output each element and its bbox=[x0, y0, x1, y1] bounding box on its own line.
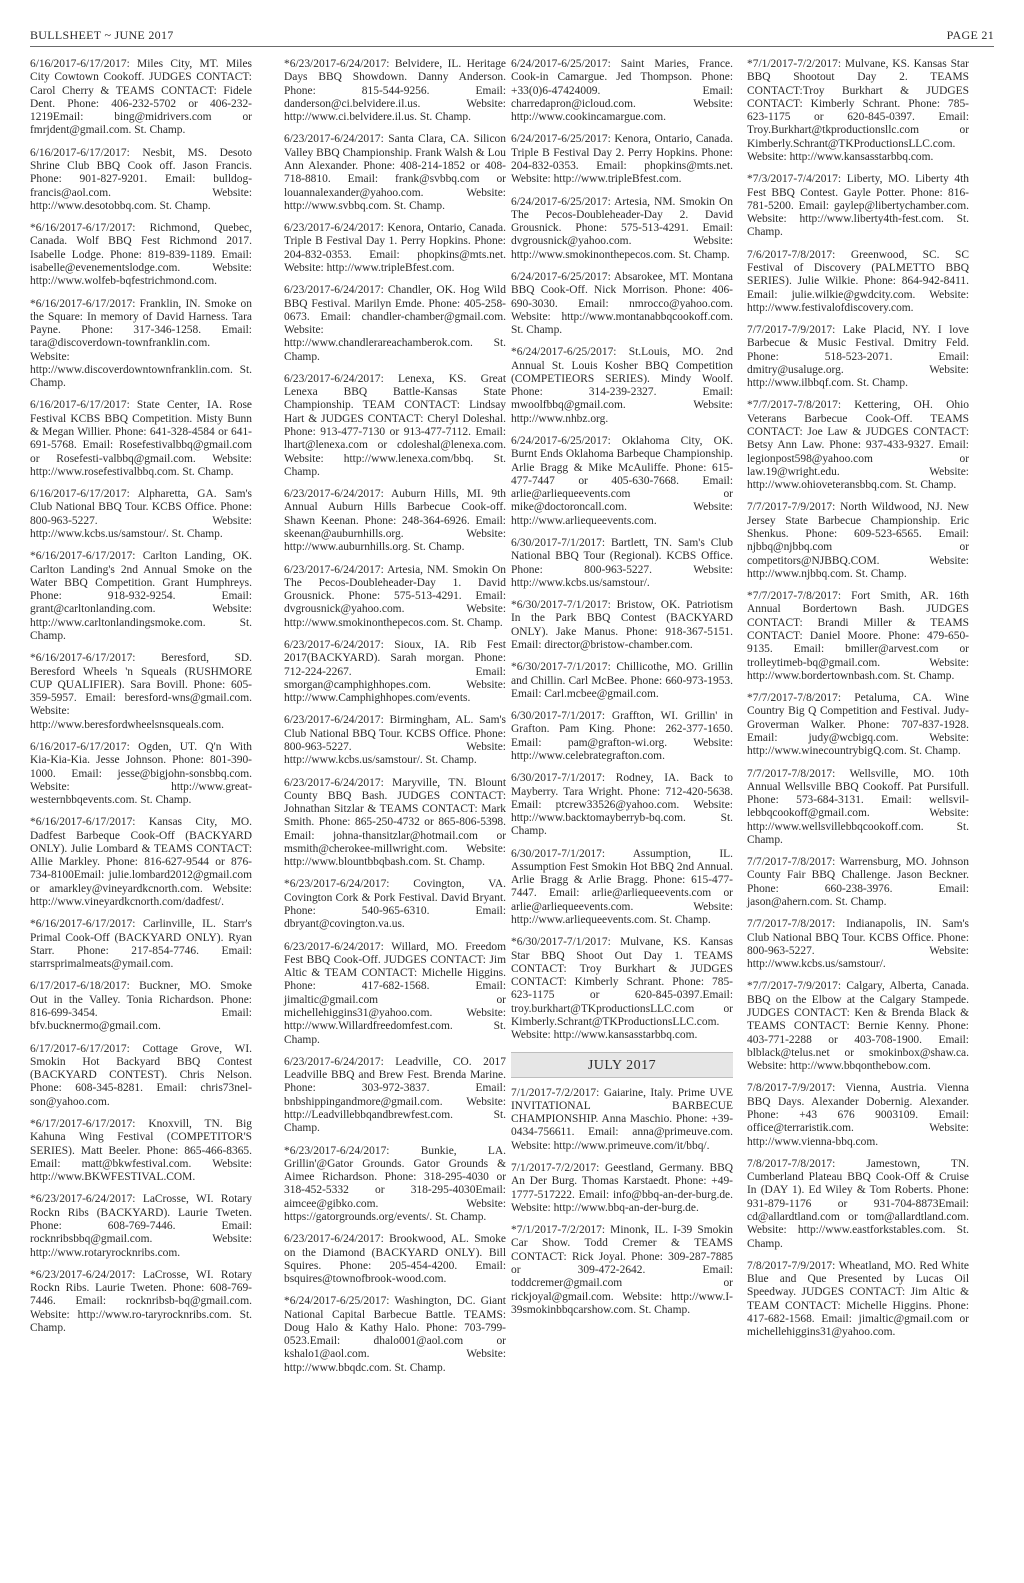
section-heading-july: JULY 2017 bbox=[511, 1052, 733, 1078]
event-listing: 7/7/2017-7/9/2017: North Wildwood, NJ. New Jersey State Barbecue Championship. Eric Shenkus. Phone: 609-523-6565. Email: njbbq@njbbq.com or competitors@NJBBQ.COM. Website: http://www.njbbq.com. St. Champ. bbox=[747, 501, 969, 580]
event-listing: *6/16/2017-6/17/2017: Carlton Landing, OK. Carlton Landing's 2nd Annual Smoke on the Water BBQ Competition. Grant Humphreys. Phone: 918-932-9254. Email: grant@carltonlanding.com. Website: http://www.carltonlandingsmoke.com. St. Champ. bbox=[30, 550, 252, 642]
event-listing: 6/24/2017-6/25/2017: Saint Maries, France. Cook-in Camargue. Jed Thompson. Phone: +33(0)6-47424009. Email: charredapron@icloud.com. Website: http://www.cookincamargue.com. bbox=[511, 58, 733, 124]
event-listing: *6/23/2017-6/24/2017: LaCrosse, WI. Rotary Rockn Ribs. Laurie Tweten. Phone: 608-769-7446. Email: rocknribsb-bq@gmail.com. Website: http://www.ro-taryrocknribs.com. St. Champ. bbox=[30, 1268, 252, 1334]
event-listing: *6/16/2017-6/17/2017: Carlinville, IL. Starr's Primal Cook-Off (BACKYARD ONLY). Ryan Starr. Phone: 217-854-7746. Email: starrsprimalmeats@ymail.com. bbox=[30, 918, 252, 971]
column-2 bbox=[284, 58, 506, 1384]
event-listing: 6/23/2017-6/24/2017: Birmingham, AL. Sam's Club National BBQ Tour. KCBS Office. Phone: 800-963-5227. Website: http://www.kcbs.us/samstour/. St. Champ. bbox=[284, 714, 506, 767]
event-listing: *6/16/2017-6/17/2017: Franklin, IN. Smoke on the Square: In memory of David Harness. Tara Payne. Phone: 317-346-1258. Email: tara@discoverdown-townfranklin.com. Website: http://www.discoverdowntownfranklin.com. St. Champ. bbox=[30, 297, 252, 390]
event-listing: *7/1/2017-7/2/2017: Mulvane, KS. Kansas Star BBQ Shootout Day 2. TEAMS CONTACT:Troy Burkhart & JUDGES CONTACT: Kimberly Schrant. Phone: 785-623-1175 or 620-845-0397. Email: Troy.Burkhart@tkproductionsllc.com or Kimberly.Schrant@TKProductionsLLC.com. Website: http://www.kansasstarbbq.com. bbox=[747, 58, 969, 163]
event-listing: *7/7/2017-7/8/2017: Fort Smith, AR. 16th Annual Bordertown Bash. JUDGES CONTACT: Brandi Miller & TEAMS CONTACT: Daniel Moore. Phone: 479-650-9135. Email: bmiller@arvest.com or trolleytimeb-bq@gmail.com. Website: http://www.bordertownbash.com. St. Champ. bbox=[747, 590, 969, 682]
event-listing: 6/23/2017-6/24/2017: Santa Clara, CA. Silicon Valley BBQ Championship. Frank Walsh & Lou Ann Alexander. Phone: 408-214-1852 or 408-718-8810. Email: frank@svbbq.com or louannalexander@yahoo.com. Website: http://www.svbbq.com. St. Champ. bbox=[284, 133, 506, 212]
column-4 bbox=[747, 58, 969, 1348]
event-listing: 6/30/2017-7/1/2017: Rodney, IA. Back to Mayberry. Tara Wright. Phone: 712-420-5638. Email: ptcrew33526@yahoo.com. Website: http://www.backtomayberryb-bq.com. St. Champ. bbox=[511, 772, 733, 838]
event-listing: 6/16/2017-6/17/2017: Alpharetta, GA. Sam's Club National BBQ Tour. KCBS Office. Phone: 800-963-5227. Website: http://www.kcbs.us/samstour/. St. Champ. bbox=[30, 488, 252, 540]
event-listing: 7/7/2017-7/8/2017: Warrensburg, MO. Johnson County Fair BBQ Challenge. Jason Beckner. Phone: 660-238-3976. Email: jason@ahern.com. St. Champ. bbox=[747, 856, 969, 909]
event-listing: *6/17/2017-6/17/2017: Knoxvill, TN. Big Kahuna Wing Festival (COMPETITOR'S SERIES). Matt Beeler. Phone: 865-466-8365. Email: matt@bkwfestival.com. Website: http://www.BKWFESTIVAL.COM. bbox=[30, 1117, 252, 1184]
event-listing: 6/17/2017-6/17/2017: Cottage Grove, WI. Smokin Hot Backyard BBQ Contest (BACKYARD CONTEST). Chris Nelson. Phone: 608-345-8281. Email: chris73nel-son@yahoo.com. bbox=[30, 1042, 252, 1108]
event-listing: 7/7/2017-7/9/2017: Lake Placid, NY. I love Barbecue & Music Festival. Dmitry Feld. Phone: 518-523-2071. Email: dmitry@usaluge.org. Website: http://www.ilbbqf.com. St. Champ. bbox=[747, 324, 969, 390]
event-listing: 6/23/2017-6/24/2017: Auburn Hills, MI. 9th Annual Auburn Hills Barbecue Cook-off. Shawn Keenan. Phone: 248-364-6926. Email: skeenan@auburnhills.org. Website: http://www.auburnhills.org. St. Champ. bbox=[284, 488, 506, 554]
event-listing: 6/24/2017-6/25/2017: Oklahoma City, OK. Burnt Ends Oklahoma Barbeque Championship. Arlie Bragg & Mike McAuliffe. Phone: 615-477-7447 or 405-630-7668. Email: arlie@arliequeevents.com or mike@doctoroncall.com. Website: http://www.arliequeevents.com. bbox=[511, 435, 733, 527]
event-listing: 6/23/2017-6/24/2017: Brookwood, AL. Smoke on the Diamond (BACKYARD ONLY). Bill Squires. Phone: 205-454-4200. Email: bsquires@townofbrook-wood.com. bbox=[284, 1233, 506, 1286]
event-listing: *7/7/2017-7/9/2017: Calgary, Alberta, Canada. BBQ on the Elbow at the Calgary Stampede. JUDGES CONTACT: Ken & Brenda Black & TEAMS CONTACT: Bernie Kenny. Phone: 403-771-2288 or 403-708-1900. Email: blblack@telus.net or smokinbox@shaw.ca. Website: http://www.bbqonthebow.com. bbox=[747, 980, 969, 1073]
july-entries bbox=[511, 1087, 733, 1318]
event-listing: 6/23/2017-6/24/2017: Willard, MO. Freedom Fest BBQ Cook-Off. JUDGES CONTACT: Jim Altic & TEAM CONTACT: Michelle Higgins. Phone: 417-682-1568. Email: jimaltic@gmail.com or michellehiggins31@yahoo.com. Website: http://www.Willardfreedomfest.com. St. Champ. bbox=[284, 940, 506, 1046]
event-listing: 6/23/2017-6/24/2017: Chandler, OK. Hog Wild BBQ Festival. Marilyn Emde. Phone: 405-258-0673. Email: chandler-chamber@gmail.com. Website: http://www.chandlerareachamberok.com. St. Champ. bbox=[284, 284, 506, 363]
event-listing: *6/16/2017-6/17/2017: Richmond, Quebec, Canada. Wolf BBQ Fest Richmond 2017. Isabelle Lodge. Phone: 819-839-1189. Email: isabelle@evenementslodge.com. Website: http://www.wolfeb-bqfestrichmond.com. bbox=[30, 222, 252, 288]
event-listing: *6/24/2017-6/25/2017: St.Louis, MO. 2nd Annual St. Louis Kosher BBQ Competition (COMPETIEORS SERIES). Mindy Woolf. Phone: 314-239-2327. Email: mwoolfbbq@gmail.com. Website: http://www.nhbz.org. bbox=[511, 346, 733, 425]
event-listing: 6/16/2017-6/17/2017: Miles City, MT. Miles City Cowtown Cookoff. JUDGES CONTACT: Carol Cherry & TEAMS CONTACT: Fidele Dent. Phone: 406-232-5702 or 406-232-1219Email: bing@midrivers.com or fmrjdent@gmail.com. St. Champ. bbox=[30, 58, 252, 137]
event-listing: 6/17/2017-6/18/2017: Buckner, MO. Smoke Out in the Valley. Tonia Richardson. Phone: 816-699-3454. Email: bfv.bucknermo@gmail.com. bbox=[30, 980, 252, 1033]
event-listing: *6/30/2017-7/1/2017: Bristow, OK. Patriotism In the Park BBQ Contest (BACKYARD ONLY). Jake Manus. Phone: 918-367-5151. Email: director@bristow-chamber.com. bbox=[511, 599, 733, 651]
header-divider bbox=[30, 46, 994, 47]
column-3 bbox=[511, 58, 733, 1326]
column-1 bbox=[30, 58, 252, 1344]
event-listing: *6/30/2017-7/1/2017: Mulvane, KS. Kansas Star BBQ Shoot Out Day 1. TEAMS CONTACT: Troy Burkhart & JUDGES CONTACT: Kimberly Schrant. Phone: 785-623-1175 or 620-845-0397.Email: troy.burkhart@TKproductionsLLC.com or Kimberly.Schrant@TKProductionsLLC.com. Website: http://www.kansasstarbbq.com. bbox=[511, 936, 733, 1042]
event-listing: 7/8/2017-7/9/2017: Wheatland, MO. Red White Blue and Que Presented by Lucas Oil Speedway. JUDGES CONTACT: Jim Altic & TEAM CONTACT: Michelle Higgins. Phone: 417-682-1568. Email: jimaltic@gmail.com or michellehiggins31@yahoo.com. bbox=[747, 1259, 969, 1339]
event-listing: 6/24/2017-6/25/2017: Absarokee, MT. Montana BBQ Cook-Off. Nick Morrison. Phone: 406-690-3030. Email: nmrocco@yahoo.com. Website: http://www.montanabbqcookoff.com. St. Champ. bbox=[511, 270, 733, 337]
event-listing: *7/7/2017-7/8/2017: Petaluma, CA. Wine Country Big Q Competition and Festival. Judy-Groverman Walker. Phone: 707-837-1928. Email: judy@wcbigq.com. Website: http://www.winecountrybigQ.com. St. Champ. bbox=[747, 692, 969, 758]
event-listing: 6/24/2017-6/25/2017: Kenora, Ontario, Canada. Triple B Festival Day 2. Perry Hopkins. Phone: 204-832-0353. Email: phopkins@mts.net. Website: http://www.tripleBfest.com. bbox=[511, 133, 733, 186]
event-listing: *7/1/2017-7/2/2017: Minonk, IL. I-39 Smokin Car Show. Todd Cremer & TEAMS CONTACT: Rick Joyal. Phone: 309-287-7885 or 309-472-2642. Email: toddcremer@gmail.com or rickjoyal@gmail.com. Website: http://www.I-39smokinbbqcarshow.com. St. Champ. bbox=[511, 1224, 733, 1316]
event-listing: *6/16/2017-6/17/2017: Beresford, SD. Beresford Wheels 'n Squeals (RUSHMORE CUP QUALIFIER). Sara Bovill. Phone: 605-359-5957. Email: beresford-wns@gmail.com. Website: http://www.beresfordwheelsnsqueals.com. bbox=[30, 652, 252, 731]
event-listing: *6/30/2017-7/1/2017: Chillicothe, MO. Grillin and Chillin. Carl McBee. Phone: 660-973-1953. Email: Carl.mcbee@gmail.com. bbox=[511, 661, 733, 700]
event-listing: *6/16/2017-6/17/2017: Kansas City, MO. Dadfest Barbeque Cook-Off (BACKYARD ONLY). Julie Lombard & TEAMS CONTACT: Allie Markley. Phone: 816-627-9544 or 876-734-8100Email: julie.lombard2012@gmail.com or amarkley@vineyardkcnorth.com. Website: http://www.vineyardkcnorth.com/dadfest/. bbox=[30, 816, 252, 909]
event-listing: 7/7/2017-7/8/2017: Indianapolis, IN. Sam's Club National BBQ Tour. KCBS Office. Phone: 800-963-5227. Website: http://www.kcbs.us/samstour/. bbox=[747, 918, 969, 971]
event-listing: 6/24/2017-6/25/2017: Artesia, NM. Smokin On The Pecos-Doubleheader-Day 2. David Grousnick. Phone: 575-513-4291. Email: dvgrousnick@yahoo.com. Website: http://www.smokinonthepecos.com. St. Champ. bbox=[511, 195, 733, 261]
event-listing: *6/24/2017-6/25/2017: Washington, DC. Giant National Capital Barbecue Battle. TEAMS: Doug Halo & Kathy Halo. Phone: 703-799-0523.Email: dhalo001@aol.com or kshalo1@aol.com. Website: http://www.bbqdc.com. St. Champ. bbox=[284, 1295, 506, 1374]
event-listing: 6/23/2017-6/24/2017: Maryville, TN. Blount County BBQ Bash. JUDGES CONTACT: Johnathan Sitzlar & TEAMS CONTACT: Mark Smith. Phone: 865-250-4732 or 865-806-5398. Email: johna-thansitzlar@hotmail.com or msmith@cherokee-millwright.com. Website: http://www.blountbbqbash.com. St. Champ. bbox=[284, 776, 506, 869]
event-listing: 6/30/2017-7/1/2017: Assumption, IL. Assumption Fest Smokin Hot BBQ 2nd Annual. Arlie Bragg & Arlie Bragg. Phone: 615-477-7447. Email: arlie@arliequeevents.com or arlie@arliequeevents.com. Website: http://www.arliequeevents.com. St. Champ. bbox=[511, 847, 733, 927]
event-listing: 6/30/2017-7/1/2017: Bartlett, TN. Sam's Club National BBQ Tour (Regional). KCBS Office. Phone: 800-963-5227. Website: http://www.kcbs.us/samstour/. bbox=[511, 537, 733, 589]
june-entries-col3 bbox=[511, 58, 733, 1043]
event-listing: *7/3/2017-7/4/2017: Liberty, MO. Liberty 4th Fest BBQ Contest. Gayle Potter. Phone: 816-781-5200. Email: gaylep@libertychamber.com. Website: http://www.liberty4th-fest.com. St. Champ. bbox=[747, 173, 969, 239]
event-listing: 6/23/2017-6/24/2017: Kenora, Ontario, Canada. Triple B Festival Day 1. Perry Hopkins. Phone: 204-832-0353. Email: phopkins@mts.net. Website: http://www.tripleBfest.com. bbox=[284, 222, 506, 274]
event-listing: *7/7/2017-7/8/2017: Kettering, OH. Ohio Veterans Barbecue Cook-Off. TEAMS CONTACT: Joe Law & JUDGES CONTACT: Betsy Ann Law. Phone: 937-433-9327. Email: legionpost598@yahoo.com or law.19@wright.edu. Website: http://www.ohioveteransbbq.com. St. Champ. bbox=[747, 399, 969, 492]
event-listing: 7/8/2017-7/8/2017: Jamestown, TN. Cumberland Plateau BBQ Cook-Off & Cruise In (DAY 1). Ed Wiley & Tom Roberts. Phone: 931-879-1176 or 931-704-8873Email: cd@allardtland.com or tom@allardtland.com. Website: http://www.eastforkstables.com. St. Champ. bbox=[747, 1157, 969, 1250]
event-listing: 6/30/2017-7/1/2017: Graffton, WI. Grillin' in Grafton. Pam King. Phone: 262-377-1650. Email: pam@grafton-wi.org. Website: http://www.celebrategrafton.com. bbox=[511, 710, 733, 762]
event-listing: 7/8/2017-7/9/2017: Vienna, Austria. Vienna BBQ Days. Alexander Dobernig. Alexander. Phone: +43 676 9003109. Email: office@terraristik.com. Website: http://www.vienna-bbq.com. bbox=[747, 1082, 969, 1148]
event-listing: 6/16/2017-6/17/2017: State Center, IA. Rose Festival KCBS BBQ Competition. Misty Bunn & Megan Willier. Phone: 641-328-4584 or 641-691-5768. Email: Rosefestivalbbq@gmail.com or Rosefesti-valbbq@gmail.com. Website: http://www.rosefestivalbbq.com. St. Champ. bbox=[30, 399, 252, 478]
publication-title: BULLSHEET ~ JUNE 2017 bbox=[30, 28, 174, 42]
event-listing: 7/1/2017-7/2/2017: Gaiarine, Italy. Prime UVE INVITATIONAL BARBECUE CHAMPIONSHIP. Anna Maschio. Phone: +39-0434-756611. Email: anna@primeuve.com. Website: http://www.primeuve.com/it/bbq/. bbox=[511, 1086, 733, 1152]
page-number: PAGE 21 bbox=[946, 28, 994, 42]
event-listing: *6/23/2017-6/24/2017: Belvidere, IL. Heritage Days BBQ Showdown. Danny Anderson. Phone: 815-544-9256. Email: danderson@ci.belvidere.il.us. Website: http://www.ci.belvidere.il.us. St. Champ. bbox=[284, 58, 506, 124]
event-listing: 6/23/2017-6/24/2017: Lenexa, KS. Great Lenexa BBQ Battle-Kansas State Championship. TEAM CONTACT: Lindsay Hart & JUDGES CONTACT: Cheryl Doleshal. Phone: 913-477-7130 or 913-477-7112. Email: lhart@lenexa.com or cdoleshal@lenexa.com. Website: http://www.lenexa.com/bbq. St. Champ. bbox=[284, 372, 506, 478]
event-listing: 6/16/2017-6/17/2017: Ogden, UT. Q'n With Kia-Kia-Kia. Jesse Johnson. Phone: 801-390-1000. Email: jesse@bigjohn-sonsbbq.com. Website: http://www.great-westernbbqevents.com. St. Champ. bbox=[30, 740, 252, 807]
event-listing: 7/7/2017-7/8/2017: Wellsville, MO. 10th Annual Wellsville BBQ Cookoff. Pat Pursifull. Phone: 573-684-3131. Email: wellsvil-lebbqcookoff@gmail.com. Website: http://www.wellsvillebbqcookoff.com. St. Champ. bbox=[747, 767, 969, 846]
event-listing: 7/1/2017-7/2/2017: Geestland, Germany. BBQ An Der Burg. Thomas Karstaedt. Phone: +49-1777-517222. Email: info@bbq-an-der-burg.de. Website: http://www.bbq-an-der-burg.de. bbox=[511, 1161, 733, 1214]
page-header bbox=[30, 28, 994, 44]
event-listing: 6/23/2017-6/24/2017: Leadville, CO. 2017 Leadville BBQ and Brew Fest. Brenda Marine. Phone: 303-972-3837. Email: bnbshippingandmore@gmail.com. Website: http://Leadvillebbqandbrewfest.com. St. Champ. bbox=[284, 1055, 506, 1135]
event-listing: 6/23/2017-6/24/2017: Artesia, NM. Smokin On The Pecos-Doubleheader-Day 1. David Grousnick. Phone: 575-513-4291. Email: dvgrousnick@yahoo.com. Website: http://www.smokinonthepecos.com. St. Champ. bbox=[284, 563, 506, 629]
event-listing: 6/23/2017-6/24/2017: Sioux, IA. Rib Fest 2017(BACKYARD). Sarah morgan. Phone: 712-224-2267. Email: smorgan@camphighhopes.com. Website: http://www.Camphighhopes.com/events. bbox=[284, 638, 506, 705]
event-listing: 7/6/2017-7/8/2017: Greenwood, SC. SC Festival of Discovery (PALMETTO BBQ SERIES). Julie Wilkie. Phone: 864-942-8411. Email: julie.wilkie@gwdcity.com. Website: http://www.festivalofdiscovery.com. bbox=[747, 248, 969, 314]
event-listing: 6/16/2017-6/17/2017: Nesbit, MS. Desoto Shrine Club BBQ Cook off. Jason Francis. Phone: 901-827-9201. Email: bulldog-francis@aol.com. Website: http://www.desotobbq.com. St. Champ. bbox=[30, 146, 252, 212]
event-listing: *6/23/2017-6/24/2017: Covington, VA. Covington Cork & Pork Festival. David Bryant. Phone: 540-965-6310. Email: dbryant@covington.va.us. bbox=[284, 878, 506, 931]
event-listing: *6/23/2017-6/24/2017: Bunkie, LA. Grillin'@Gator Grounds. Gator Grounds & Aimee Richardson. Phone: 318-295-4030 or 318-452-5332 or 318-295-4030Email: aimcee@gibko.com. Website: https://gatorgrounds.org/events/. St. Champ. bbox=[284, 1144, 506, 1223]
event-listing: *6/23/2017-6/24/2017: LaCrosse, WI. Rotary Rockn Ribs (BACKYARD). Laurie Tweten. Phone: 608-769-7446. Email: rocknribsbbq@gmail.com. Website: http://www.rotaryrocknribs.com. bbox=[30, 1193, 252, 1259]
